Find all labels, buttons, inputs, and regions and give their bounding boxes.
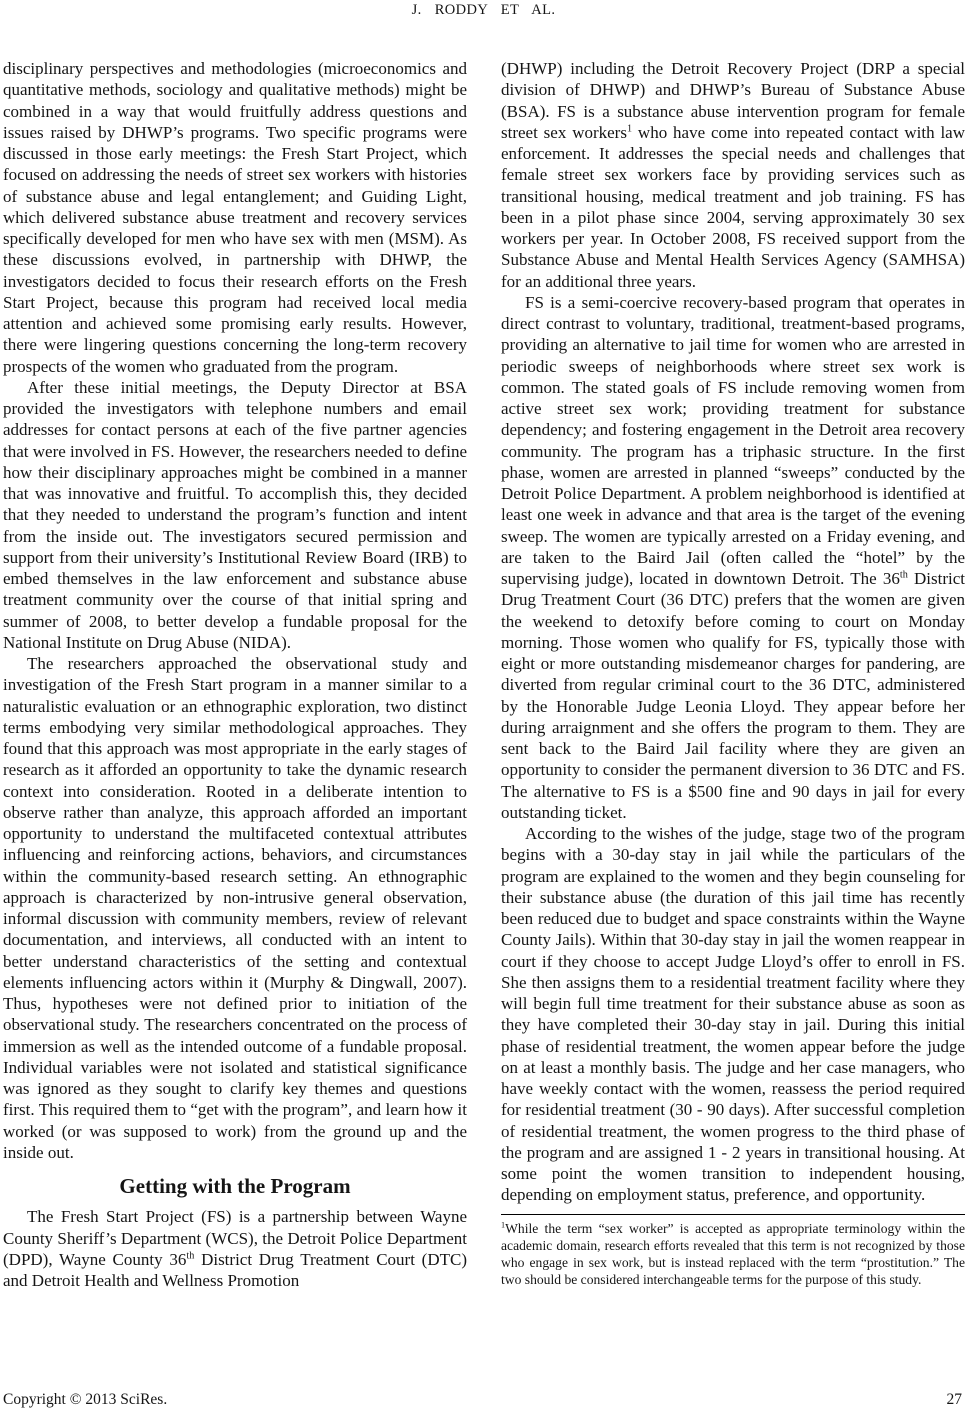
left-column <box>3 58 467 1291</box>
footnote-text: $^1$While the term “sex worker” is accepted as appropriate terminology within the academic domain, research efforts revealed that this term is not recognized by those who engage in sex work, but is instead replaced with the term “prostitution.” The two should be considered interchangeable terms for the purpose of this study. <box>501 1219 965 1287</box>
superscript-marker: 1 <box>626 123 633 135</box>
right-column <box>501 58 965 1291</box>
body-paragraph: After these initial meetings, the Deputy Director at BSA provided the investigators with telephone numbers and email addresses for contact persons at each of the five partner agencies that were involved in FS. However, the researchers needed to define how their disciplinary approaches might be combined in a manner that was innovative and fruitful. To accomplish this, they decided that they needed to understand the program’s function and intent from the inside out. The investigators secured permission and support from their university’s Institutional Review Board (IRB) to embed themselves in the law enforcement and substance abuse treatment community over the course of that initial spring and summer of 2008, to better develop a fundable proposal for the National Institute on Drug Abuse (NIDA). <box>3 377 467 652</box>
two-column-body <box>3 58 964 1291</box>
body-paragraph: (DHWP) including the Detroit Recovery Project (DRP a special division of DHWP) and DHWP’s Bureau of Substance Abuse (BSA). FS is a substance abuse intervention program for female street sex workers$^1$ who have come into repeated contact with law enforcement. It addresses the special needs and challenges that female street sex workers face by providing services such as transitional housing, medical treatment and job training. FS has been in a pilot phase since 2004, serving approximately 30 sex workers per year. In October 2008, FS received support from the Substance Abuse and Mental Health Services Agency (SAMHSA) for an additional three years. <box>501 59 965 291</box>
page-number: 27 <box>946 1391 962 1408</box>
section-heading: Getting with the Program <box>119 1174 351 1198</box>
footnote-block <box>501 1214 965 1288</box>
superscript-marker: th <box>186 1250 195 1262</box>
copyright-notice: Copyright © 2013 SciRes. <box>3 1391 168 1408</box>
body-paragraph: According to the wishes of the judge, stage two of the program begins with a 30-day stay in jail while the particulars of the program are explained to the women and they begin counseling for their substance abuse (the duration of this jail time has recently been reduced due to budget and space constraints within the Wayne County Jails). Within that 30-day stay in jail the women reappear in court if they choose to accept Judge Lloyd’s offer to enroll in FS. She then assigns them to a residential treatment facility where they will begin full time treatment for their substance abuse as soon as they have completed their 30-day stay in jail. During this initial phase of residential treatment, the women appear before the judge on at least a monthly basis. The judge and her case managers, who have weekly contact with the women, reassess the period required for residential treatment (30 - 90 days). After successful completion of residential treatment, the women progress to the third phase of the program and are assigned 1 - 2 years in transitional housing. At some point the women transition to independent housing, depending on employment status, preference, and opportunity. <box>501 824 965 1205</box>
page-footer <box>3 1391 962 1409</box>
body-paragraph: The Fresh Start Project (FS) is a partnership between Wayne County Sheriff’s Department (WCS), the Detroit Police Department (DPD), Wayne County 36th District Drug Treatment Court (DTC) and Detroit Health and Wellness Promotion <box>3 1207 467 1290</box>
superscript-marker: 1 <box>501 1219 506 1229</box>
body-paragraph: The researchers approached the observational study and investigation of the Fresh Start program in a manner similar to a naturalistic evaluation or an ethnographic exploration, two distinct terms embodying very similar methodological approaches. They found that this approach was most appropriate in the early stages of research as it afforded an opportunity to take the dynamic research context into consideration. Rooted in a deliberate intention to observe rather than analyze, this approach afforded an important opportunity to understand the multifaceted contextual attributes influencing and reinforcing actions, behaviors, and circumstances within the community-based research setting. An ethnographic approach is characterized by non-intrusive general observation, informal discussion with community members, review of relevant documentation, and interviews, all conducted with an intent to better understand characteristics of the setting and contextual elements influencing actors within it (Murphy & Dingwall, 2007). Thus, hypotheses were not defined prior to initiation of the observational study. The researchers concentrated on the process of immersion as well as the intended outcome of a fundable proposal. Individual variables were not isolated and statistical significance was ignored as they sought to clarify key themes and questions first. This required them to “get with the program”, and learn how it worked (or was supposed to work) from the ground up and the inside out. <box>3 654 467 1162</box>
superscript-marker: th <box>899 569 908 581</box>
body-paragraph: disciplinary perspectives and methodologies (microeconomics and quantitative methods, sociology and qualitative methods) might be combined in a way that would fruitfully address questions and issues raised by DHWP’s programs. Two specific programs were discussed in those early meetings: the Fresh Start Project, which focused on addressing the needs of street sex workers with histories of substance abuse and legal entanglement; and Guiding Light, which delivered substance abuse treatment and recovery services specifically developed for men who have sex with men (MSM). As these discussions evolved, in partnership with DHWP, the investigators decided to focus their research efforts on the Fresh Start Project, because this program had received local media attention and achieved some promising early results. However, there were lingering questions concerning the long-term recovery prospects of the women who graduated from the program. <box>3 59 467 376</box>
running-head: J. RODDY ET AL. <box>411 2 556 18</box>
body-paragraph: FS is a semi-coercive recovery-based program that operates in direct contrast to voluntary, traditional, treatment-based programs, providing an alternative to jail time for women who are arrested in periodic sweeps of neighborhoods where street sex work is common. The stated goals of FS include removing women from active street sex work; providing treatment for substance dependency; and fostering engagement in the Detroit area recovery community. The program has a triphasic structure. In the first phase, women are arrested in planned “sweeps” conducted by the Detroit Police Department. A problem neighborhood is identified at least one week in advance and that area is the target of the evening sweep. The women are typically arrested on a Friday evening, and are taken to the Baird Jail (often called the “hotel” by the supervising judge), located in downtown Detroit. The 36th District Drug Treatment Court (36 DTC) prefers that the women are given the weekend to detoxify before coming to court on Monday morning. Those women who qualify for FS, typically those with eight or more outstanding misdemeanor charges for pandering, are diverted from regular criminal court to the 36 DTC, administered by the Honorable Judge Leonia Lloyd. They appear before her during arraignment and she offers the program to them. They are sent back to the Baird Jail facility where they are given an opportunity to consider the permanent diversion to 36 DTC and FS. The alternative to FS is a $500 fine and 90 days in jail for every outstanding ticket. <box>501 292 965 822</box>
